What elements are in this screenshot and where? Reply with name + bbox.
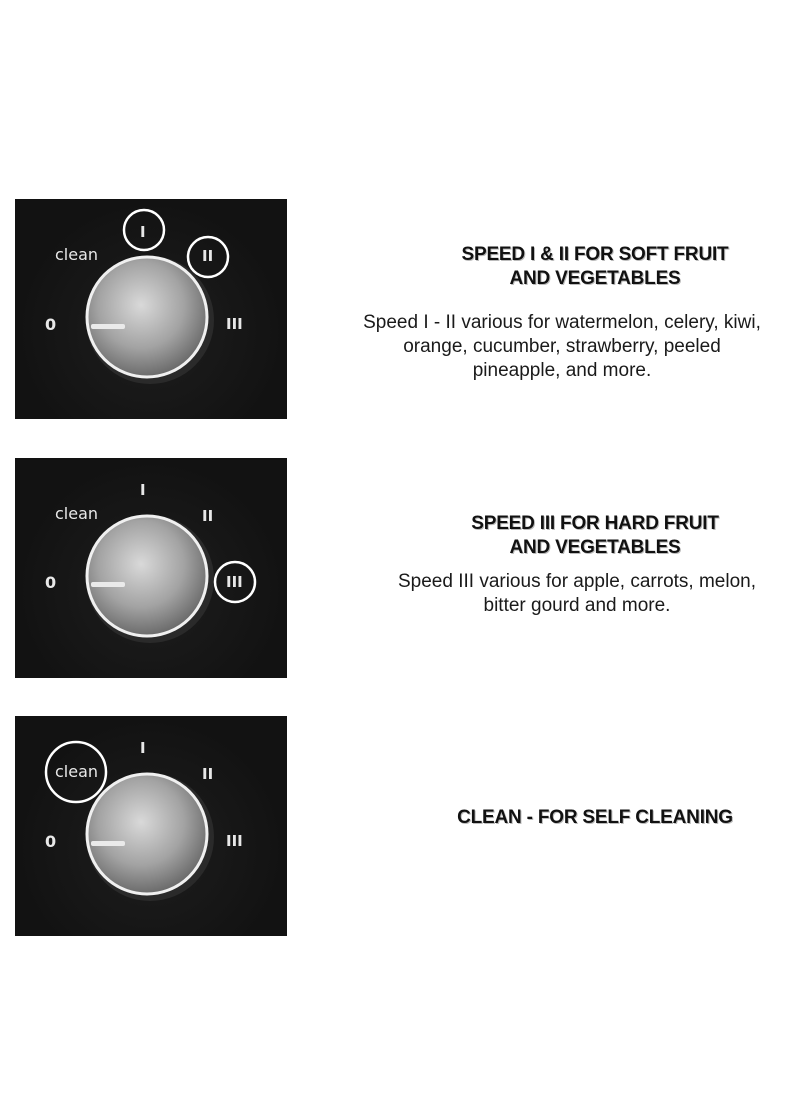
speed-row-1 [0,199,800,421]
row-1-description [330,311,794,383]
dial-label-speed-2: II [202,247,214,265]
row-1-desc-line-3: pineapple, and more. [472,360,652,381]
dial-label-clean: clean [55,504,99,523]
dial-label-clean: clean [55,245,99,264]
row-3-title-line-1: CLEAN - FOR SELF CLEANING [457,807,733,828]
dial-label-clean: clean [55,762,99,781]
row-2-title [440,512,750,560]
dial-label-speed-1: I [140,481,146,499]
knob [87,516,207,636]
dial-label-speed-2: II [202,765,214,783]
speed-row-2 [0,458,800,680]
row-2-desc-line-1: Speed III various for apple, carrots, melon, [397,571,756,592]
dial-photo-speed-3 [15,458,287,678]
row-1-title [440,243,750,291]
dial-photo-speed-1-2 [15,199,287,419]
row-2-title-line-1: SPEED III FOR HARD FRUIT [471,513,719,534]
dial-photo-clean [15,716,287,936]
row-2-description [360,570,794,618]
dial-label-speed-3: III [226,832,243,850]
speed-row-3 [0,716,800,938]
knob-pointer [91,582,125,587]
dial-label-speed-2: II [202,507,214,525]
dial-label-off: 0 [45,832,57,851]
row-2-desc-line-2: bitter gourd and more. [483,595,671,616]
knob [87,774,207,894]
dial-label-speed-3: III [226,573,243,591]
dial-label-off: 0 [45,573,57,592]
row-1-title-line-2: AND VEGETABLES [509,268,681,289]
dial-label-speed-3: III [226,315,243,333]
dial-label-speed-1: I [140,223,146,241]
row-3-title [420,806,770,830]
dial-label-off: 0 [45,315,57,334]
row-1-title-line-1: SPEED I & II FOR SOFT FRUIT [461,244,729,265]
knob-pointer [91,841,125,846]
dial-label-speed-1: I [140,739,146,757]
knob [87,257,207,377]
knob-pointer [91,324,125,329]
row-1-desc-line-2: orange, cucumber, strawberry, peeled [403,336,721,357]
row-2-title-line-2: AND VEGETABLES [509,537,681,558]
row-1-desc-line-1: Speed I - II various for watermelon, celery, kiwi, [363,312,761,333]
